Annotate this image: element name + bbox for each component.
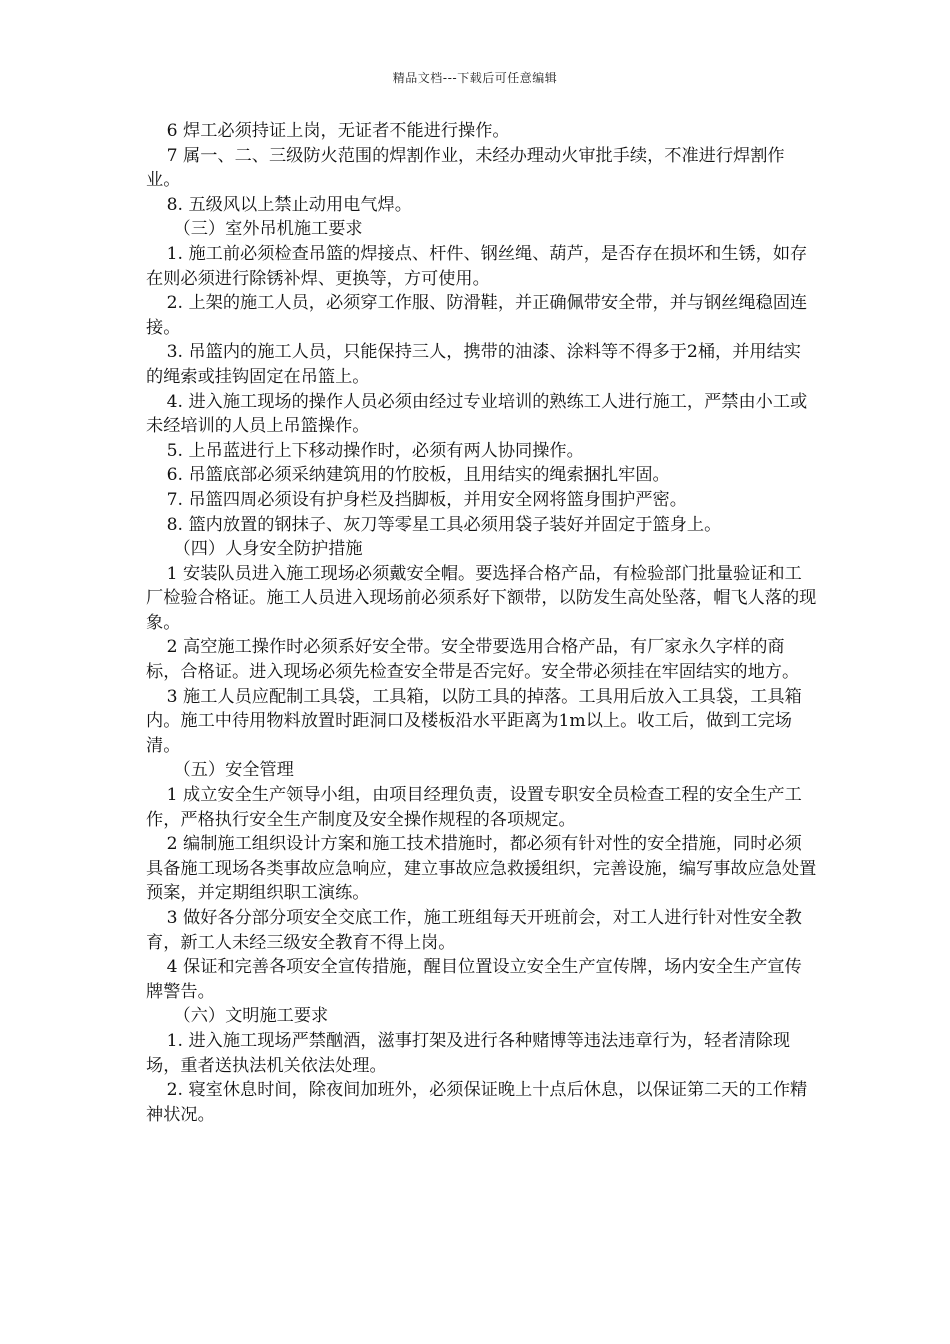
list-item: 4. 进入施工现场的操作人员必须由经过专业培训的熟练工人进行施工，严禁由小工或未经培训的人员上吊篮操作。 xyxy=(146,391,808,437)
list-item: 6. 吊篮底部必须采纳建筑用的竹胶板，且用结实的绳索捆扎牢固。 xyxy=(166,465,670,486)
list-item: 1. 施工前必须检查吊篮的焊接点、杆件、钢丝绳、葫芦，是否存在损坏和生锈，如存在则必须进行除锈补焊、更换等，方可使用。 xyxy=(146,243,808,289)
list-item: 7 属一、二、三级防火范围的焊割作业，未经办理动火审批手续，不准进行焊割作业。 xyxy=(146,145,785,191)
section-heading: （三）室外吊机施工要求 xyxy=(173,219,363,240)
section-heading: （六）文明施工要求 xyxy=(173,1006,329,1027)
list-item: 8. 篮内放置的钢抹子、灰刀等零星工具必须用袋子装好并固定于篮身上。 xyxy=(166,514,722,535)
section-heading: （四）人身安全防护措施 xyxy=(173,539,363,560)
list-item: 1 安装队员进入施工现场必须戴安全帽。要选择合格产品，有检验部门批量验证和工厂检验合格证。施工人员进入现场前必须系好下额带，以防发生高处坠落，帽飞人落的现象。 xyxy=(146,563,817,633)
list-item: 7. 吊篮四周必须设有护身栏及挡脚板，并用安全网将篮身围护严密。 xyxy=(166,489,687,510)
list-item: 4 保证和完善各项安全宣传措施，醒目位置设立安全生产宣传牌，场内安全生产宣传牌警告。 xyxy=(146,957,802,1002)
list-item: 2 编制施工组织设计方案和施工技术措施时，都必须有针对性的安全措施，同时必须具备施工现场各类事故应急响应，建立事故应急救援组织，完善设施，编写事故应急处置预案，并定期组织职工演练。 xyxy=(146,834,817,904)
list-item: 3 施工人员应配制工具袋，工具箱，以防工具的掉落。工具用后放入工具袋，工具箱内。施工中待用物料放置时距洞口及楼板沿水平距离为1m以上。收工后，做到工完场清。 xyxy=(146,686,802,756)
list-item: 2. 上架的施工人员，必须穿工作服、防滑鞋，并正确佩带安全带，并与钢丝绳稳固连接。 xyxy=(146,293,808,338)
list-item: 3. 吊篮内的施工人员，只能保持三人，携带的油漆、涂料等不得多于2桶，并用结实的绳索或挂钩固定在吊篮上。 xyxy=(146,342,801,387)
list-item: 1 成立安全生产领导小组，由项目经理负责，设置专职安全员检查工程的安全生产工作，严格执行安全生产制度及安全操作规程的各项规定。 xyxy=(146,785,802,830)
list-item: 2 高空施工操作时必须系好安全带。安全带要选用合格产品，有厂家永久字样的商标，合格证。进入现场必须先检查安全带是否完好。安全带必须挂在牢固结实的地方。 xyxy=(146,637,800,683)
list-item: 1. 进入施工现场严禁酗酒，滋事打架及进行各种赌博等违法违章行为，轻者清除现场，重者送执法机关依法处理。 xyxy=(146,1030,791,1076)
section-heading: （五）安全管理 xyxy=(173,760,294,781)
list-item: 5. 上吊蓝进行上下移动操作时，必须有两人协同操作。 xyxy=(166,440,584,461)
list-item: 8. 五级风以上禁止动用电气焊。 xyxy=(166,194,412,215)
list-item: 6 焊工必须持证上岗，无证者不能进行操作。 xyxy=(166,121,510,141)
list-item: 2. 寝室休息时间，除夜间加班外，必须保证晚上十点后休息，以保证第二天的工作精神状况。 xyxy=(146,1080,808,1125)
document-body xyxy=(146,119,818,1127)
page-header: 精品文档---下载后可任意编辑 xyxy=(392,71,558,85)
list-item: 3 做好各分部分项安全交底工作，施工班组每天开班前会，对工人进行针对性安全教育，新工人未经三级安全教育不得上岗。 xyxy=(146,908,802,953)
